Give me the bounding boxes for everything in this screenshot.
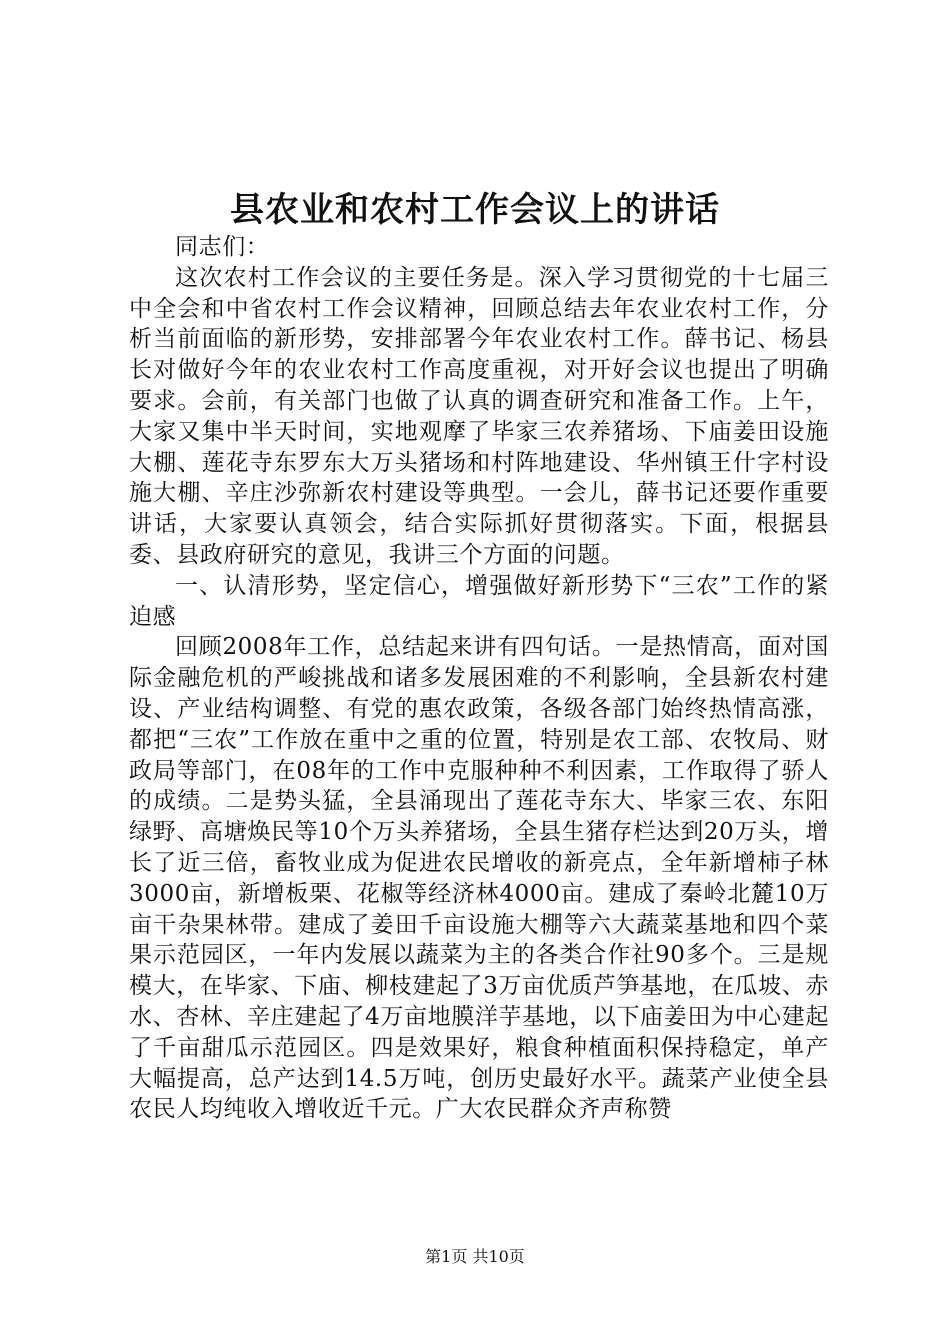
- greeting: 同志们：: [175, 234, 270, 260]
- page-footer: 第1页 共10页: [425, 1247, 525, 1266]
- document-body: [129, 232, 829, 1125]
- paragraph-review: 回顾2008年工作，总结起来讲有四句话。一是热情高，面对国际金融危机的严峻挑战和诸多发展困难的不利影响，全县新农村建设、产业结构调整、有党的惠农政策，各级各部门始终热情高涨，都把“三农”工作放在重中之重的位置，特别是农工部、农牧局、财政局等部门，在08年的工作中克服种种不利因素，工作取得了骄人的成绩。二是势头猛，全县涌现出了莲花寺东大、毕家三农、东阳绿野、高塘焕民等10个万头养猪场，全县生猪存栏达到20万头，增长了近三倍，畜牧业成为促进农民增收的新亮点，全年新增柿子林3000亩，新增板栗、花椒等经济林4000亩。建成了秦岭北麓10万亩干杂果林带。建成了姜田千亩设施大棚等六大蔬菜基地和四个菜果示范园区，一年内发展以蔬菜为主的各类合作社90多个。三是规模大，在毕家、下庙、柳枝建起了3万亩优质芦笋基地，在瓜坡、赤水、杏林、辛庄建起了4万亩地膜洋芋基地，以下庙姜田为中心建起了千亩甜瓜示范园区。四是效果好，粮食种植面积保持稳定，单产大幅提高，总产达到14.5万吨，创历史最好水平。蔬菜产业使全县农民人均纯收入增收近千元。广大农民群众齐声称赞: [129, 634, 829, 1123]
- paragraph-intro: 这次农村工作会议的主要任务是。深入学习贯彻党的十七届三中全会和中省农村工作会议精神，回顾总结去年农业农村工作，分析当前面临的新形势，安排部署今年农业农村工作。薛书记、杨县长对做好今年的农业农村工作高度重视，对开好会议也提出了明确要求。会前，有关部门也做了认真的调查研究和准备工作。上午，大家又集中半天时间，实地观摩了毕家三农养猪场、下庙姜田设施大棚、莲花寺东罗东大万头猪场和村阵地建设、华州镇王什字村设施大棚、辛庄沙弥新农村建设等典型。一会儿，薛书记还要作重要讲话，大家要认真领会，结合实际抓好贯彻落实。下面，根据县委、县政府研究的意见，我讲三个方面的问题。: [129, 264, 829, 568]
- document-title: 县农业和农村工作会议上的讲话: [230, 190, 720, 230]
- section-heading: 一、认清形势，坚定信心，增强做好新形势下“三农”工作的紧迫感: [129, 572, 829, 630]
